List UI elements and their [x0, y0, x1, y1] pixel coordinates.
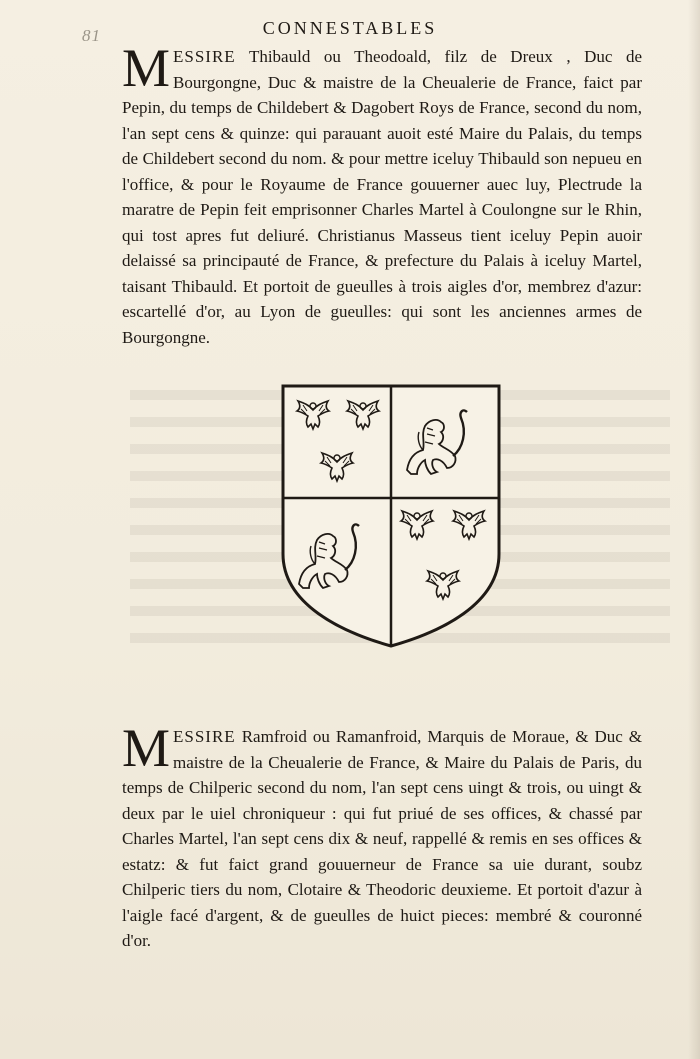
- running-head: CONNESTABLES: [262, 18, 438, 38]
- drop-cap: M: [122, 38, 171, 98]
- entry-lead: ESSIRE: [173, 47, 236, 66]
- shield-icon: [281, 384, 501, 649]
- entry-text: Ramfroid ou Ramanfroid, Marquis de Moraue, & Duc & maistre de la Cheualerie de France, & Maire du Palais de Paris, du temps de Chilperic second du nom, l'an sept cens uingt & trois, ou uingt & deux par le uiel chroniqueur : qui fut priué de ses offices, & chassé par Charles Martel, l'an sept cens dix & neuf, rappellé & remis en ses offices & estatz: & fut faict grand gouuerneur de France sa uie durant, soubz Chilperic tiers du nom, Clotaire & Theodoric deuxieme. Et portoit d'azur à l'aigle facé d'argent, & de gueulles de huict pieces: membré & couronné d'or.: [122, 727, 642, 950]
- page-edge-shadow: [688, 0, 700, 1059]
- drop-cap: M: [122, 718, 171, 778]
- entry-text: Thibauld ou Theodoald, filz de Dreux , Duc de Bourgongne, Duc & maistre de la Cheualerie de France, faict par Pepin, du temps de Childebert & Dagobert Roys de France, second du nom, l'an sept cens & quinze: qui parauant auoit esté Maire du Palais, du temps de Childebert second du nom. & pour mettre iceluy Thibauld son nepueu en l'office, & pour le Royaume de France gouuerner auec luy, Plectrude la maratre de Pepin feit emprisonner Charles Martel à Coulongne sur le Rhin, qui tost apres fut deliuré. Christianus Masseus tient iceluy Pepin auoir delaissé sa principauté de France, & prefecture du Palais à iceluy Martel, taisant Thibauld. Et portoit de gueulles à trois aigles d'or, membrez d'azur: escartellé d'or, au Lyon de gueulles: qui sont les anciennes armes de Bourgongne.: [122, 47, 642, 347]
- folio-number: 81: [82, 26, 101, 45]
- entry-lead: ESSIRE: [173, 727, 236, 746]
- entry-thibauld: [122, 38, 642, 350]
- entry-ramfroid: [122, 718, 642, 954]
